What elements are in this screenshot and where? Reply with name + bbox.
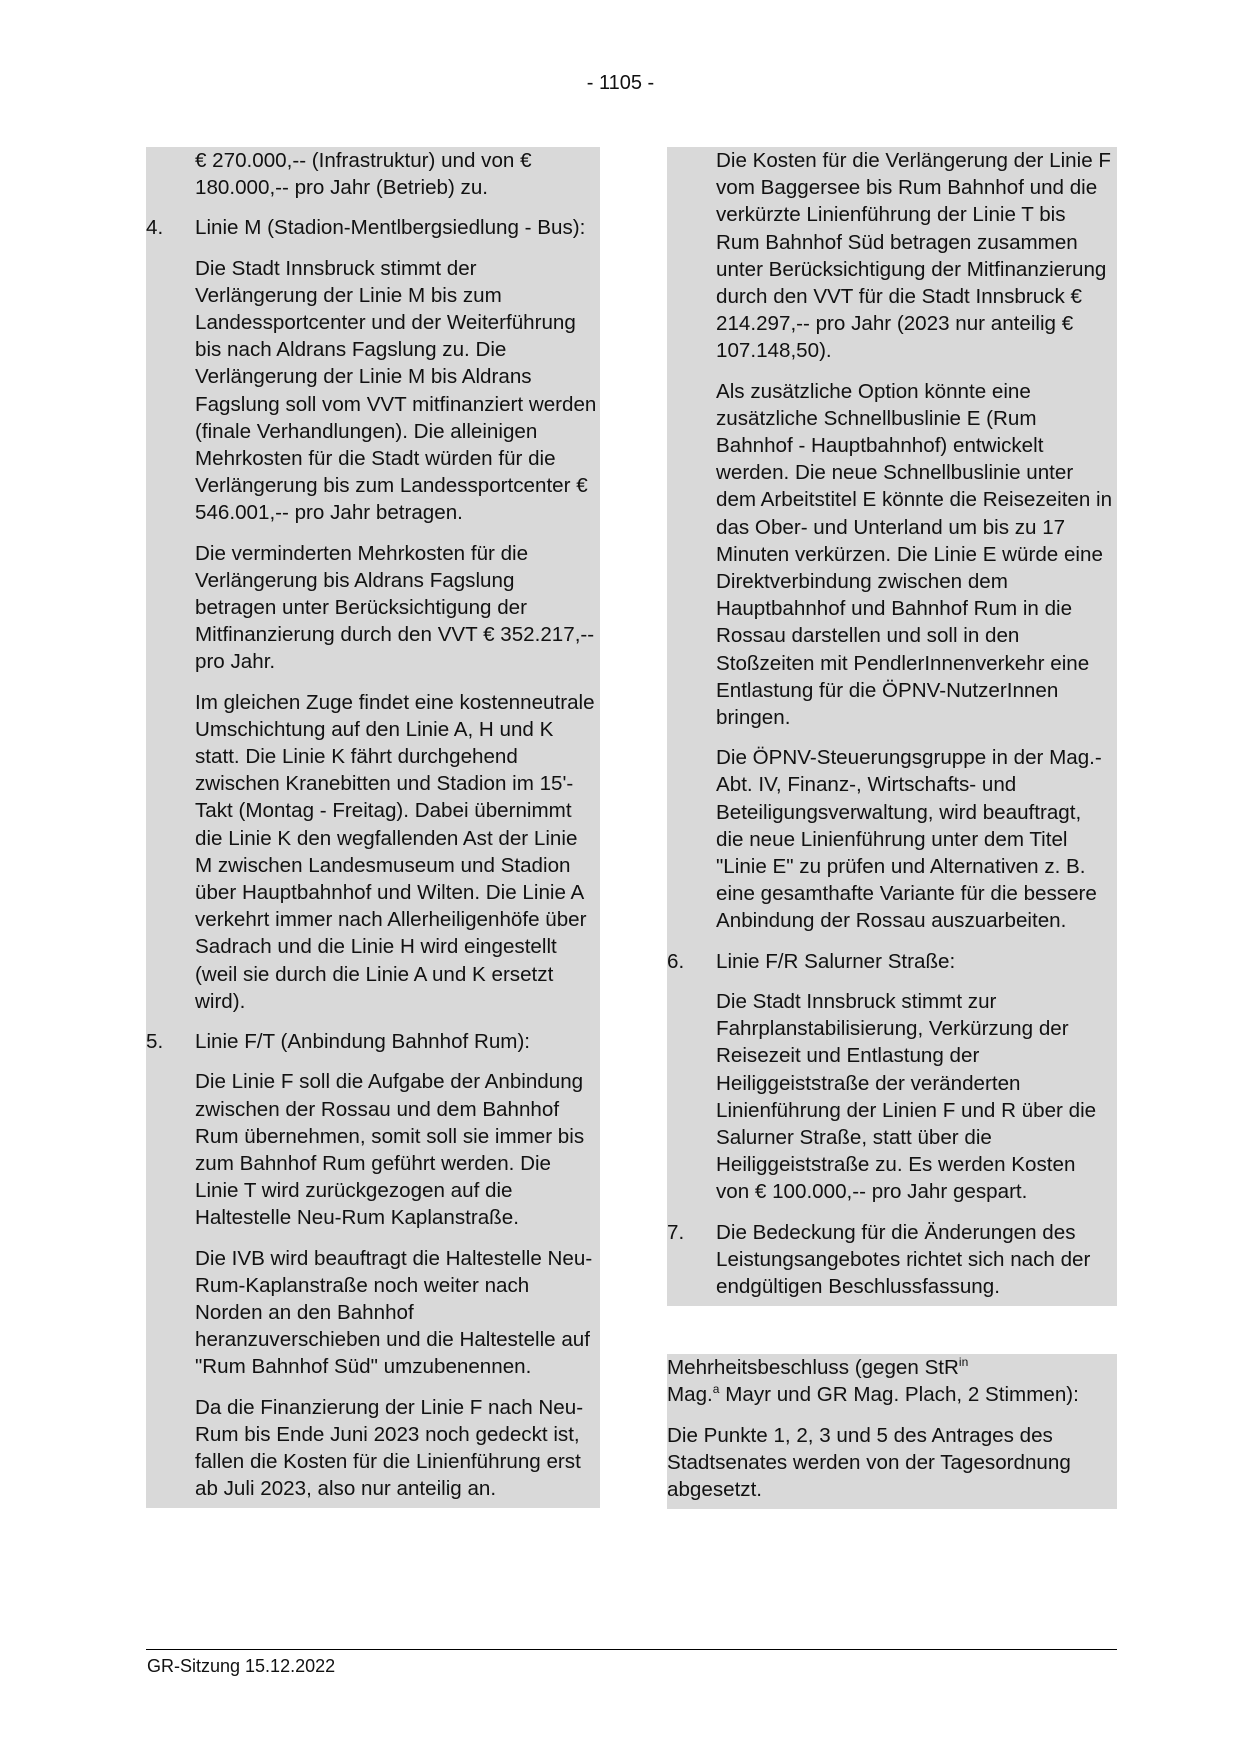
- item-5-paragraph-6: Die ÖPNV-Steuerungsgruppe in der Mag.-Abt. IV, Finanz-, Wirtschafts- und Beteiligungsverwaltung, wird beauftragt, die neue Linienführung unter dem Titel "Linie E" zu prüfen und Alternativen z. B. eine gesamthafte Variante für die bessere Anbindung der Rossau auszuarbeiten.: [716, 746, 1102, 933]
- footer-session-date: GR-Sitzung 15.12.2022: [147, 1656, 336, 1676]
- item-5-paragraph-3: Da die Finanzierung der Linie F nach Neu-Rum bis Ende Juni 2023 noch gedeckt ist, fallen die Kosten für die Linienführung erst ab Juli 2023, also nur anteilig an.: [195, 1395, 584, 1501]
- item-7-text: Die Bedeckung für die Änderungen des Leistungsangebotes richtet sich nach der endgültigen Beschlussfassung.: [716, 1220, 1091, 1298]
- item-5-paragraph-4: Die Kosten für die Verlängerung der Linie F vom Baggersee bis Rum Bahnhof und die verkürzte Linienführung der Linie T bis Rum Bahnhof Süd betragen zusammen unter Berücksichtigung der Mitfinanzierung durch den VVT für die Stadt Innsbruck € 214.297,-- pro Jahr (2023 nur anteilig € 107.148,50).: [716, 149, 1111, 363]
- item-5-paragraph-1: Die Linie F soll die Aufgabe der Anbindung zwischen der Rossau und dem Bahnhof Rum übernehmen, somit soll sie immer bis zum Bahnhof Rum geführt werden. Die Linie T wird zurückgezogen auf die Haltestelle Neu-Rum Kaplanstraße.: [195, 1070, 585, 1230]
- resolution-decision: Die Punkte 1, 2, 3 und 5 des Antrages des Stadtsenates werden von der Tagesordnung abgesetzt.: [667, 1423, 1071, 1501]
- item-5-number: 5.: [146, 1030, 164, 1054]
- left-shaded-block: [146, 147, 600, 1508]
- item-6-paragraph-1: Die Stadt Innsbruck stimmt zur Fahrplanstabilisierung, Verkürzung der Reisezeit und Entlastung der Heiliggeiststraße der veränderten Linienführung der Linien F und R über die Salurner Straße, statt über die Heiliggeiststraße zu. Es werden Kosten von € 100.000,-- pro Jahr gespart.: [716, 989, 1097, 1204]
- item-6-number: 6.: [667, 949, 685, 973]
- item-4: [146, 214, 598, 241]
- item-5: [146, 1028, 598, 1055]
- item-6-heading: Linie F/R Salurner Straße:: [716, 949, 956, 973]
- page-number: - 1105 -: [586, 72, 655, 94]
- left-column: [146, 147, 600, 1508]
- item-5-paragraph-2: Die IVB wird beauftragt die Haltestelle Neu-Rum-Kaplanstraße noch weiter nach Norden an den Bahnhof heranzuverschieben und die Haltestelle auf "Rum Bahnhof Süd" umzubenennen.: [195, 1246, 593, 1379]
- item-6: [667, 948, 1113, 975]
- item3-continuation: € 270.000,-- (Infrastruktur) und von € 180.000,-- pro Jahr (Betrieb) zu.: [195, 149, 532, 200]
- item-4-paragraph-1: Die Stadt Innsbruck stimmt der Verlängerung der Linie M bis zum Landessportcenter und der Weiterführung bis nach Aldrans Fagslung zu. Die Verlängerung der Linie M bis Aldrans Fagslung soll vom VVT mitfinanziert werden (finale Verhandlungen). Die alleinigen Mehrkosten für die Stadt würden für die Verlängerung bis zum Landessportcenter € 546.001,-- pro Jahr betragen.: [195, 256, 597, 525]
- item-4-paragraph-2: Die verminderten Mehrkosten für die Verlängerung bis Aldrans Fagslung betragen unter Berücksichtigung der Mitfinanzierung durch den VVT € 352.217,-- pro Jahr.: [195, 541, 595, 674]
- right-shaded-block: [667, 147, 1117, 1306]
- item-5-heading: Linie F/T (Anbindung Bahnhof Rum):: [195, 1030, 531, 1054]
- item-4-heading: Linie M (Stadion-Mentlbergsiedlung - Bus):: [195, 216, 586, 240]
- item-4-number: 4.: [146, 216, 164, 240]
- resolution-vote: Mehrheitsbeschluss (gegen StR$^{in}$ Mag.$^a$ Mayr und GR Mag. Plach, 2 Stimmen):: [667, 1355, 1079, 1407]
- resolution-block: [667, 1354, 1117, 1509]
- footer-divider: [146, 1649, 1117, 1650]
- item-5-paragraph-5: Als zusätzliche Option könnte eine zusätzliche Schnellbuslinie E (Rum Bahnhof - Hauptbahnhof) entwickelt werden. Die neue Schnellbuslinie unter dem Arbeitstitel E könnte die Reisezeiten in das Ober- und Unterland um bis zu 17 Minuten verkürzen. Die Linie E würde eine Direktverbindung zwischen dem Hauptbahnhof und Bahnhof Rum in die Rossau darstellen und soll in den Stoßzeiten mit PendlerInnenverkehr eine Entlastung für die ÖPNV-NutzerInnen bringen.: [716, 379, 1113, 730]
- item-7: [667, 1219, 1113, 1301]
- right-column: [667, 147, 1117, 1509]
- item-4-paragraph-3: Im gleichen Zuge findet eine kostenneutrale Umschichtung auf den Linie A, H und K statt. Die Linie K fährt durchgehend zwischen Kranebitten und Stadion im 15'-Takt (Montag - Freitag). Dabei übernimmt die Linie K den wegfallenden Ast der Linie M zwischen Landesmuseum und Stadion über Hauptbahnhof und Wilten. Die Linie A verkehrt immer nach Allerheiligenhöfe über Sadrach und die Linie H wird eingestellt (weil sie durch die Linie A und K ersetzt wird).: [195, 690, 595, 1013]
- item-7-number: 7.: [667, 1220, 685, 1244]
